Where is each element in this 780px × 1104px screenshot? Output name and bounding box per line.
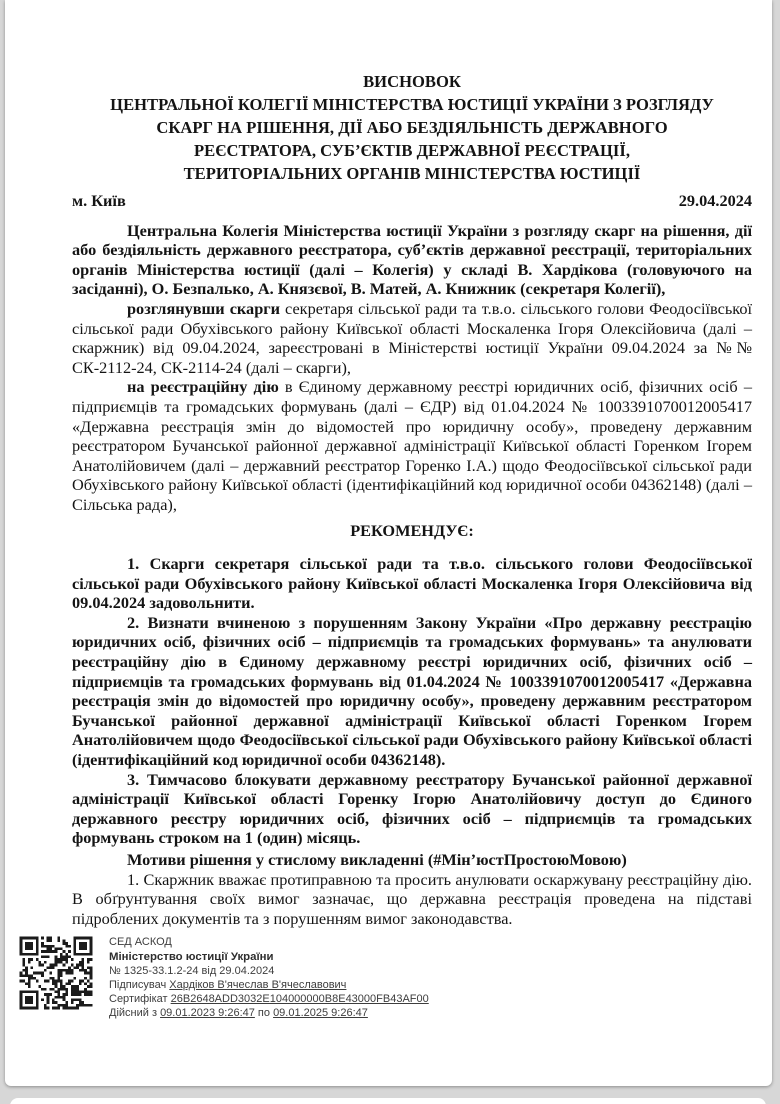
paragraph-registration-lead: на реєстраційну дію bbox=[127, 377, 279, 397]
dateline bbox=[72, 191, 752, 211]
resolution-heading: РЕКОМЕНДУЄ: bbox=[350, 520, 474, 540]
signature-doc-number: № 1325-33.1.2-24 від 29.04.2024 bbox=[109, 964, 275, 977]
title-line: РЕЄСТРАТОРА, СУБ’ЄКТІВ ДЕРЖАВНОЇ РЕЄСТРАЦІЇ, bbox=[194, 141, 630, 160]
page-separator bbox=[0, 1086, 780, 1098]
validity-to: 09.01.2025 9:26:47 bbox=[273, 1007, 368, 1020]
motives-heading: Мотиви рішення у стислому викладенні (#Мін’юстПростоюМовою) bbox=[127, 850, 627, 869]
paragraph-registration-action bbox=[72, 377, 752, 514]
validity-separator: по bbox=[254, 1007, 274, 1020]
validity-from: 09.01.2023 9:26:47 bbox=[160, 1007, 255, 1020]
certificate-label: Сертифікат bbox=[109, 993, 171, 1006]
resolution-item-1: 1. Скарги секретаря сільської ради та т.в.о. сільського голови Феодосіївської сільської ради Обухівського району Київської області Москаленка Ігоря Олексійовича від 09.04.2024 задовольнити. bbox=[72, 554, 752, 613]
certificate-value: 26B2648ADD3032E104000000B8E43000FB43AF00 bbox=[170, 993, 429, 1006]
signature-organization: Міністерство юстиції України bbox=[109, 950, 274, 963]
signature-validity bbox=[109, 1006, 429, 1020]
signature-signer bbox=[109, 978, 429, 992]
signer-name: Хардіков В'ячеслав В'ячеславович bbox=[169, 978, 347, 991]
resolution-item-3: 3. Тимчасово блокувати державному реєстратору Бучанської районної державної адміністрації Київської області Горенку Ігорю Анатолійовичу доступ до Єдиного державного реєстру юридичних осіб, фізичних осіб – підприємців та громадських формувань строком на 1 (один) місяць. bbox=[72, 769, 752, 848]
signature-details bbox=[109, 934, 429, 1020]
paragraph-complaints bbox=[72, 299, 752, 377]
title-line: ТЕРИТОРІАЛЬНИХ ОРГАНІВ МІНІСТЕРСТВА ЮСТИЦІЇ bbox=[183, 164, 641, 183]
title-line: СКАРГ НА РІШЕННЯ, ДІЇ АБО БЕЗДІЯЛЬНІСТЬ ДЕРЖАВНОГО bbox=[156, 118, 668, 137]
title-line: ЦЕНТРАЛЬНОЇ КОЛЕГІЇ МІНІСТЕРСТВА ЮСТИЦІЇ УКРАЇНИ З РОЗГЛЯДУ bbox=[110, 95, 714, 114]
document-page bbox=[5, 0, 772, 1086]
paragraph-intro: Центральна Колегія Міністерства юстиції України з розгляду скарг на рішення, дії або бездіяльність державного реєстратора, суб’єктів державної реєстрації, територіальних органів Міністерства юстиції (далі – Колегія) у складі В. Хардікова (головуючого на засіданні), О. Безпалько, А. Князєвої, В. Матей, А. Книжник (секретаря Колегії), bbox=[72, 220, 752, 299]
signature-system: СЕД АСКОД bbox=[109, 936, 172, 949]
place-label: м. Київ bbox=[72, 191, 126, 210]
paragraph-complaints-rest: секретаря сільської ради та т.в.о. сільського голови Феодосіївської сільської ради Обухівського району Київської області Москаленка Ігоря Олексійовича (далі – скаржник) від 09.04.2024, зареєстровані в Міністерстві юстиції України 09.04.2024 за №№ СК-2112-24, СК-2114-24 (далі – скарги), bbox=[72, 298, 753, 377]
validity-label: Дійсний з bbox=[109, 1007, 161, 1020]
next-page-edge bbox=[10, 1098, 766, 1104]
date-label: 29.04.2024 bbox=[678, 191, 752, 210]
document-title bbox=[72, 70, 752, 185]
signer-label: Підписувач bbox=[109, 978, 170, 991]
motives-paragraph: 1. Скаржник вважає протиправною та просить анулювати оскаржувану реєстраційну дію. В обґрунтування своїх вимог зазначає, що державна реєстрація проведена на підставі підроблених документів та з порушенням вимог законодавства. bbox=[72, 869, 752, 928]
resolution-item-2: 2. Визнати вчиненою з порушенням Закону України «Про державну реєстрацію юридичних осіб, фізичних осіб – підприємців та громадських формувань» та анулювати реєстраційну дію в Єдиному державному реєстрі юридичних осіб, фізичних осіб – підприємців та громадських формувань від 01.04.2024 № 1003391070012005417 «Державна реєстрація змін до відомостей про юридичну особу», проведену державним реєстратором Бучанської районної державної адміністрації Київської області Горенком Ігорем Анатолійовичем щодо Феодосіївської сільської ради Обухівського району Київської області (ідентифікаційний код юридичної особи 04362148). bbox=[72, 612, 752, 770]
title-line: ВИСНОВОК bbox=[363, 72, 461, 91]
signature-block bbox=[17, 934, 752, 1020]
signature-certificate bbox=[109, 992, 429, 1006]
qr-code-icon bbox=[17, 934, 95, 1012]
paragraph-complaints-lead: розглянувши скарги bbox=[127, 298, 281, 318]
paragraph-registration-rest: в Єдиному державному реєстрі юридичних осіб, фізичних осіб – підприємців та громадських формувань (далі – ЄДР) від 01.04.2024 № 1003391070012005417 «Державна реєстрація змін до відомостей про юридичну особу», проведену державним реєстратором Бучанської районної державної адміністрації Київської області Горенком Ігорем Анатолійовичем (далі – державний реєстратор Горенко І.А.) щодо Феодосіївської сільської ради Обухівського району Київської області (ідентифікаційний код юридичної особи 04362148) (далі – Сільська рада), bbox=[72, 377, 752, 514]
